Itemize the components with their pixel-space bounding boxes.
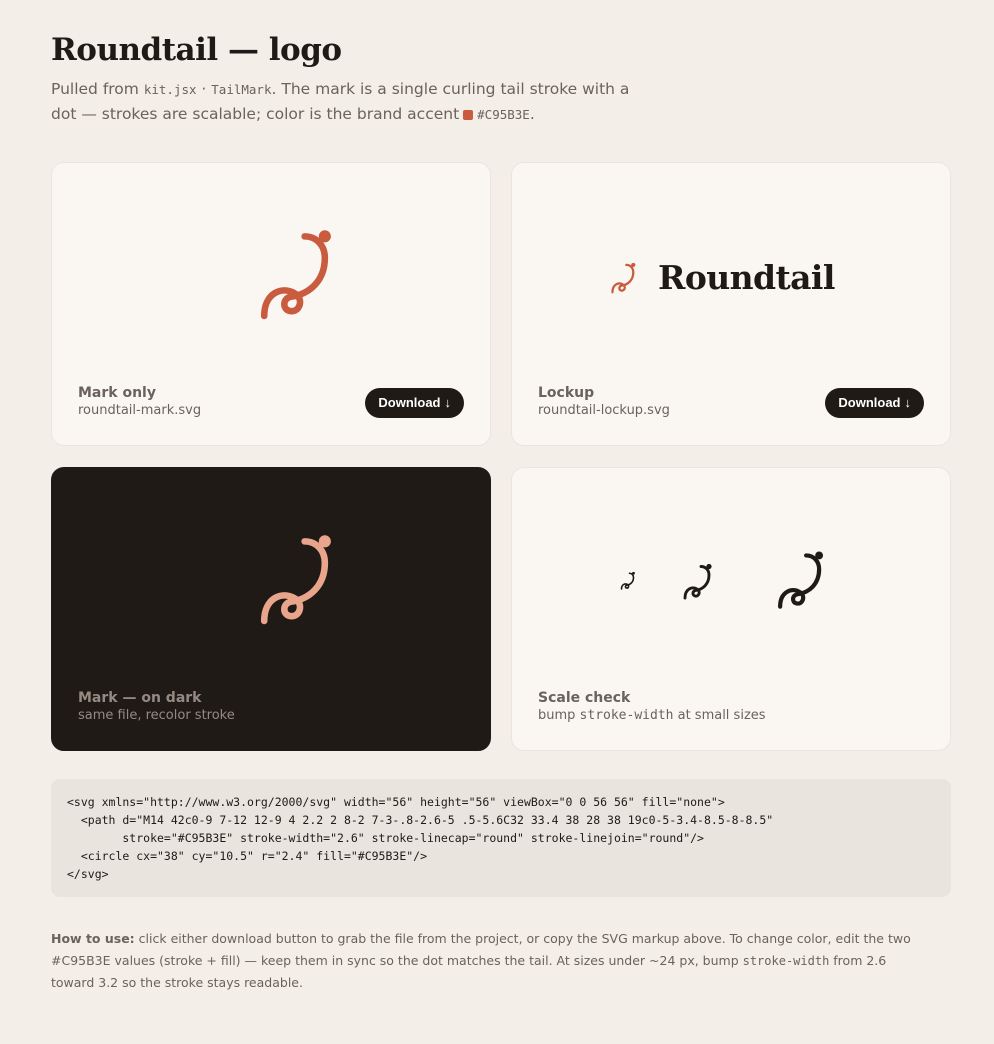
- intro-component-name: TailMark: [211, 82, 272, 97]
- how-to-code: stroke-width: [742, 954, 830, 968]
- intro-filename: kit.jsx: [143, 82, 197, 97]
- wordmark: Roundtail: [658, 258, 835, 297]
- page-title: Roundtail — logo: [51, 32, 342, 68]
- code-line: <svg xmlns="http://www.w3.org/2000/svg" width="56" height="56" viewBox="0 0 56 56" fill="none">: [67, 795, 725, 809]
- card-scale-check: [511, 467, 951, 751]
- intro-body: . The mark is a single curling tail stroke with a dot — strokes are scalable; color is the brand accent: [51, 80, 630, 123]
- arrow-down-icon: ↓: [904, 395, 911, 410]
- card-filename: roundtail-lockup.svg: [538, 403, 670, 418]
- intro-prefix: Pulled from: [51, 80, 144, 98]
- tail-mark-large-icon: [772, 548, 824, 610]
- card-caption: [78, 689, 235, 724]
- intro-separator: ·: [196, 80, 212, 98]
- card-caption: [538, 689, 766, 724]
- tail-mark-icon: [250, 225, 334, 321]
- code-line: </svg>: [67, 867, 109, 881]
- card-title: Lockup: [538, 385, 595, 401]
- scale-sub-prefix: bump: [538, 708, 580, 723]
- download-label: Download: [378, 395, 441, 410]
- card-subtitle: [538, 707, 766, 724]
- card-subtitle: same file, recolor stroke: [78, 708, 235, 723]
- card-lockup: [511, 162, 951, 446]
- arrow-down-icon: ↓: [444, 395, 451, 410]
- code-line: <circle cx="38" cy="10.5" r="2.4" fill="#C95B3E"/>: [67, 849, 428, 863]
- tail-mark-icon: [608, 261, 636, 294]
- download-label: Download: [838, 395, 901, 410]
- svg-code-block[interactable]: [51, 779, 951, 897]
- tail-mark-icon: [250, 530, 334, 626]
- how-to-text: from 2.6 toward 3.2 so the stroke stays readable.: [51, 953, 887, 990]
- how-to-text: click either download button to grab the file from the project, or copy the SVG markup above. To change color, edit the two: [134, 931, 911, 946]
- tail-mark-small-icon: [619, 571, 635, 590]
- how-to-label: How to use:: [51, 931, 135, 946]
- card-caption: [538, 384, 670, 419]
- card-title: Mark — on dark: [78, 690, 202, 706]
- code-line: stroke="#C95B3E" stroke-width="2.6" stroke-linecap="round" stroke-linejoin="round"/>: [67, 831, 704, 845]
- lockup: [608, 258, 835, 297]
- scale-sub-code: stroke-width: [579, 708, 674, 723]
- how-to-color: #C95B3E: [51, 953, 111, 968]
- intro-text: [51, 77, 631, 127]
- how-to-text: values (stroke + fill) — keep them in sync so the dot matches the tail. At sizes under ~24 px, bump: [110, 953, 743, 968]
- scale-sub-suffix: at small sizes: [673, 708, 766, 723]
- card-mark-only: [51, 162, 491, 446]
- accent-hex: #C95B3E: [477, 107, 530, 122]
- card-mark-on-dark: [51, 467, 491, 751]
- download-lockup-button[interactable]: [825, 388, 924, 418]
- accent-swatch: [463, 110, 473, 120]
- card-title: Mark only: [78, 385, 156, 401]
- intro-period: .: [529, 105, 535, 123]
- card-filename: roundtail-mark.svg: [78, 403, 202, 418]
- code-line: <path d="M14 42c0-9 7-12 12-9 4 2.2 2 8-2 7-3-.8-2.6-5 .5-5.6C32 33.4 38 28 38 19c0-5-3.4-8.5-8-8.5": [67, 813, 774, 827]
- tail-mark-medium-icon: [680, 562, 712, 600]
- card-caption: [78, 384, 201, 419]
- how-to-use: [51, 928, 931, 994]
- download-mark-button[interactable]: [365, 388, 464, 418]
- card-title: Scale check: [538, 690, 631, 706]
